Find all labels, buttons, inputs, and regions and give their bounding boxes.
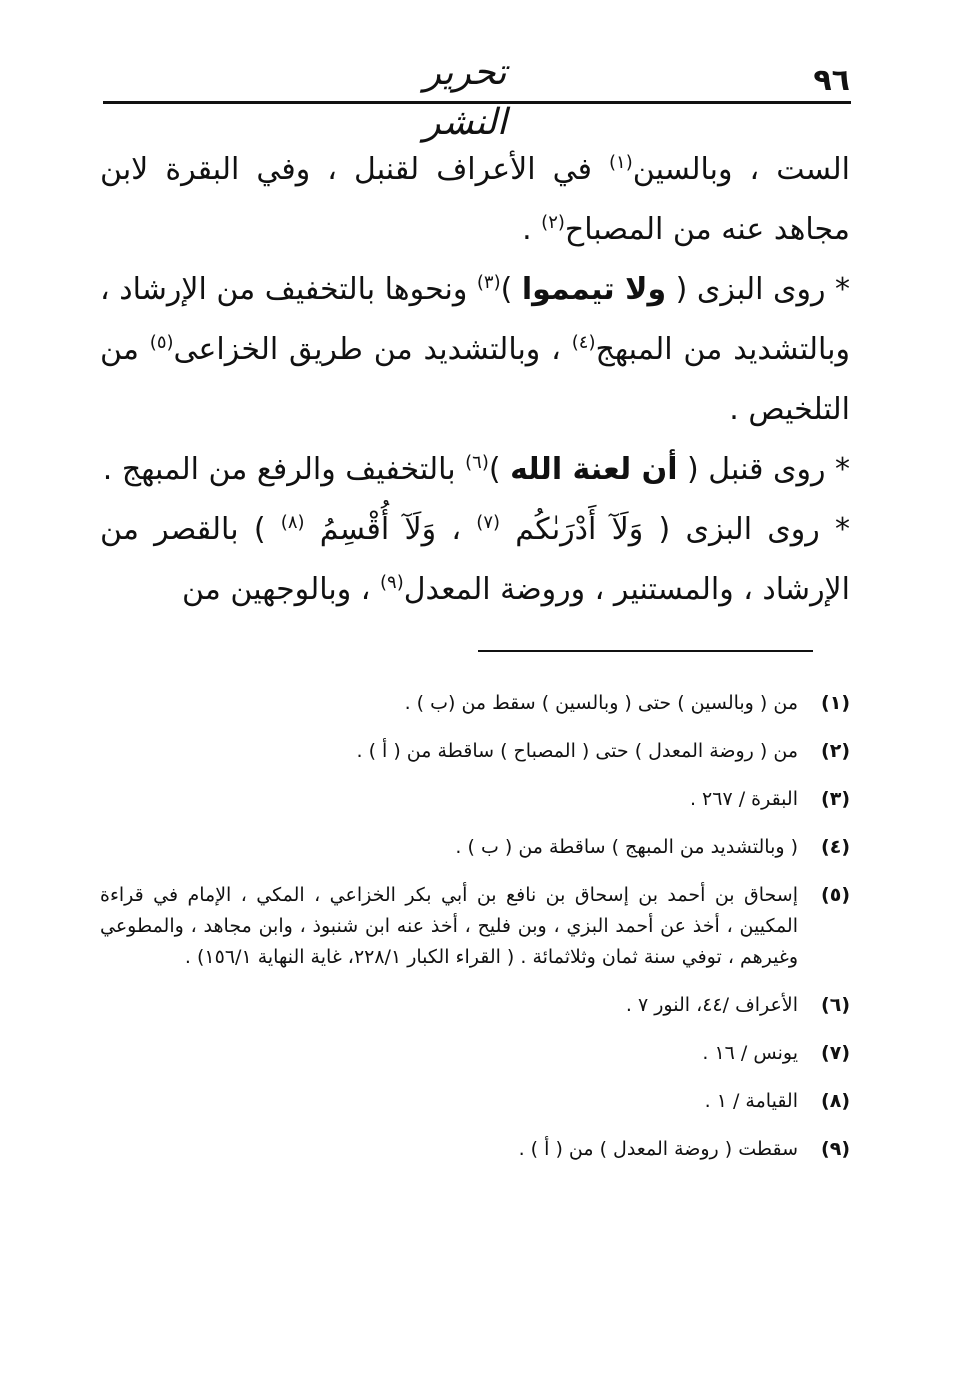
footnote-ref: (٥)	[149, 332, 174, 353]
footnote-item	[100, 1086, 850, 1117]
footnote-text: ( وبالتشديد من المبهج ) ساقطة من ( ب ) .	[455, 836, 798, 858]
text-span: في الأعراف لقنبل ، وفي البقرة لابن مجاهد عنه من المصباح	[100, 152, 850, 247]
text-span: بالتخفيف والرفع من المبهج .	[102, 452, 466, 487]
footnote-text: القيامة / ١ .	[704, 1090, 798, 1112]
footnote-number: (١)	[821, 692, 850, 714]
page-number: ٩٦	[813, 63, 850, 98]
footnote-number: (٢)	[821, 740, 850, 762]
text-span: ) بالقصر من الإرشاد ، والمستنير ، وروضة المعدل	[100, 512, 850, 607]
footnote-text: الأعراف /٤٤، النور ٧ .	[625, 994, 798, 1016]
footnote-number: (٤)	[821, 836, 850, 858]
text-span: * روى البزى ( وَلَآ أَدْرَىٰكُم	[500, 512, 851, 547]
text-span: من التلخيص .	[100, 332, 850, 427]
footnote-text: يونس / ١٦ .	[702, 1042, 798, 1064]
paragraph-3	[100, 440, 850, 500]
paragraph-1	[100, 140, 850, 260]
footnote-text: من ( روضة المعدل ) حتى ( المصباح ) ساقطة من ( أ ) .	[356, 740, 798, 762]
footnote-ref: (٢)	[541, 212, 565, 233]
text-span: * روى قنبل (	[677, 452, 850, 487]
text-span: )	[488, 452, 511, 487]
footnote-item	[100, 990, 850, 1021]
text-span: ، وَلَآ أُقْسِمُ	[304, 512, 477, 547]
footnote-ref: (٤)	[571, 332, 596, 353]
footnote-item	[100, 1038, 850, 1069]
main-text	[100, 140, 850, 620]
text-span: الست ، وبالسين	[632, 152, 850, 187]
footnote-number: (٧)	[821, 1042, 850, 1064]
footnote-ref: (٣)	[476, 272, 501, 293]
footnote-item	[100, 880, 850, 973]
text-span: )	[500, 272, 522, 307]
footnote-item	[100, 832, 850, 863]
footnote-text: من ( وبالسين ) حتى ( وبالسين ) سقط من (ب ) .	[404, 692, 798, 714]
footnote-item	[100, 1134, 850, 1165]
quoted-phrase: ولا تيمموا	[521, 272, 667, 307]
quoted-phrase: أن لعنة الله	[510, 452, 678, 487]
running-title: تحرير النشر	[423, 52, 507, 143]
text-span: ، وبالتشديد من طريق الخزاعى	[173, 332, 572, 367]
text-span: ، وبالوجهين من	[181, 572, 381, 607]
footnote-rule	[478, 650, 813, 652]
footnote-number: (٩)	[821, 1138, 850, 1160]
footnote-item	[100, 688, 850, 719]
footnote-number: (٣)	[821, 788, 850, 810]
text-span: ونحوها بالتخفيف من الإرشاد ، وبالتشديد من المبهج	[100, 272, 850, 367]
footnotes	[100, 688, 850, 1182]
header-rule	[103, 101, 851, 104]
footnote-ref: (٨)	[280, 512, 305, 533]
paragraph-4	[100, 500, 850, 620]
footnote-item	[100, 784, 850, 815]
footnote-ref: (١)	[609, 152, 633, 173]
footnote-ref: (٧)	[476, 512, 501, 533]
footnote-number: (٦)	[821, 994, 850, 1016]
footnote-number: (٨)	[821, 1090, 850, 1112]
footnote-item	[100, 736, 850, 767]
footnote-text: إسحاق بن أحمد بن إسحاق بن نافع بن أبي بكر الخزاعي ، المكي ، الإمام في قراءة المكيين ، أخذ عن أحمد البزي ، وبن فليح ، أخذ عنه ابن شنبوذ ، وابن مجاهد ، والمطوعي وغيرهم ، توفي سنة ثمان وثلاثمائة . ( القراء الكبار ٢٢٨/١، غاية النهاية ١٥٦/١) .	[100, 884, 798, 968]
footnote-ref: (٦)	[465, 452, 489, 473]
footnote-text: البقرة / ٢٦٧ .	[689, 788, 798, 810]
footnote-ref: (٩)	[380, 572, 404, 593]
text-span: * روى البزى (	[666, 272, 850, 307]
footnote-number: (٥)	[821, 884, 850, 906]
paragraph-2	[100, 260, 850, 440]
text-span: .	[522, 212, 542, 247]
footnote-text: سقطت ( روضة المعدل ) من ( أ ) .	[518, 1138, 798, 1160]
